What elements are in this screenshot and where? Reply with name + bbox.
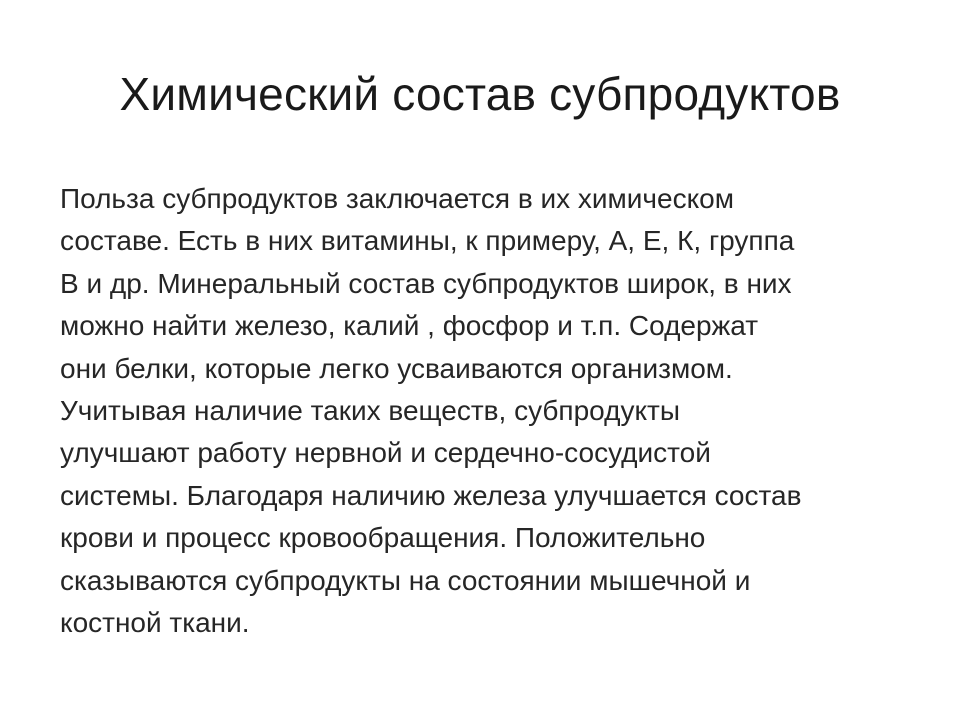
body-line: составе. Есть в них витамины, к примеру, А, Е, К, группа — [60, 225, 795, 257]
body-line: можно найти железо, калий , фосфор и т.п. Содержат — [60, 310, 759, 342]
body-line: Польза субпродуктов заключается в их химическом — [60, 183, 734, 214]
body-line: они белки, которые легко усваиваются организмом. — [60, 352, 733, 384]
body-line: улучшают работу нервной и сердечно-сосудистой — [60, 437, 711, 469]
body-line: системы. Благодаря наличию железа улучшается состав — [60, 479, 802, 511]
slide-title: Химический состав субпродуктов — [119, 68, 841, 120]
body-line: костной ткани. — [60, 607, 250, 639]
body-line: В и др. Минеральный состав субпродуктов широк, в них — [60, 267, 792, 299]
body-line: крови и процесс кровообращения. Положительно — [60, 522, 706, 554]
body-line: сказываются субпродукты на состоянии мышечной и — [60, 564, 751, 596]
slide-body-text — [60, 178, 912, 644]
body-line: Учитывая наличие таких веществ, субпродукты — [60, 395, 680, 427]
